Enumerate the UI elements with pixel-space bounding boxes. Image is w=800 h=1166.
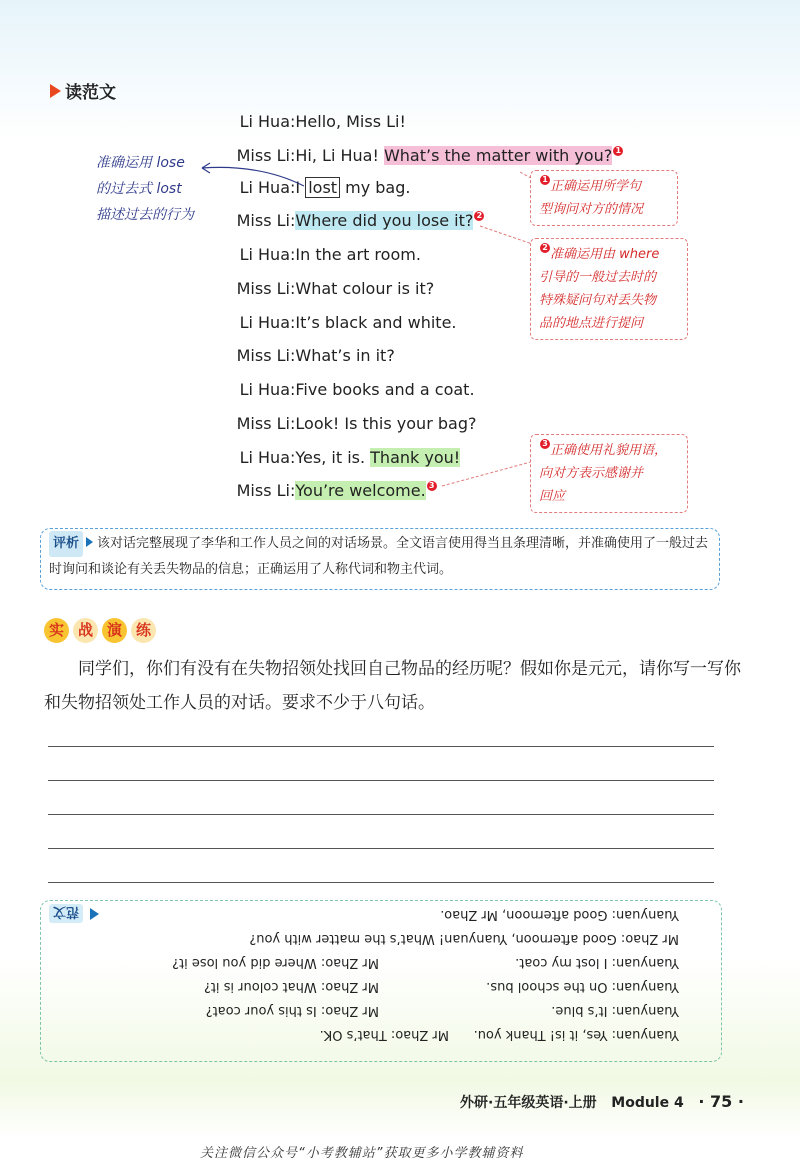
writing-line[interactable]: [48, 848, 714, 849]
note-arrow: [200, 160, 310, 192]
speaker: Li Hua: [239, 380, 290, 399]
speaker: Miss Li: [236, 481, 290, 500]
callout-connectors: [440, 160, 540, 500]
speaker: Li Hua: [239, 448, 290, 467]
highlighted-phrase: You’re welcome.: [295, 481, 426, 500]
triangle-icon: [50, 84, 61, 98]
speaker: Li Hua: [239, 313, 290, 332]
model-line: Mr Zhao: That’s OK.: [319, 1027, 449, 1042]
task-prompt: 同学们，你们有没有在失物招领处找回自己物品的经历呢？假如你是元元，请你写一写你和失物招领处工作人员的对话。要求不少于八句话。: [44, 659, 741, 713]
model-line: Yuanyuan: Yes, it is! Thank you.: [473, 1027, 679, 1042]
analysis-box: [40, 528, 720, 590]
speaker: Li Hua: [239, 245, 290, 264]
dialogue-line: Miss Li:You’re welcome. 3: [232, 481, 437, 500]
side-note: 准确运用 lose 的过去式 lost 描述过去的行为: [96, 155, 194, 223]
boxed-word: lost: [305, 177, 340, 198]
dialogue-text: Look! Is this your bag?: [295, 414, 477, 433]
dialogue-line: Miss Li:What colour is it?: [232, 279, 434, 298]
module-label: Module 4: [611, 1095, 684, 1111]
callout-2: 2 准确运用由 where 引导的一般过去时的 特殊疑问句对丢失物 品的地点进行提问: [530, 238, 688, 340]
dialogue-text: my bag.: [340, 178, 411, 197]
dialogue-text: Yes, it is.: [295, 448, 371, 467]
dialogue-line: Li Hua:Yes, it is. Thank you!: [232, 448, 460, 467]
model-line: Yuanyuan: Good afternoon, Mr Zhao.: [440, 907, 679, 922]
model-line: Mr Zhao: Where did you lose it?: [172, 955, 379, 970]
model-essay-box: [40, 900, 722, 1062]
marker-3: 3: [427, 481, 437, 491]
highlighted-phrase: Thank you!: [370, 448, 461, 467]
dialogue-line: Miss Li:Look! Is this your bag?: [232, 414, 476, 433]
marker-1: 1: [613, 146, 623, 156]
model-line: Yuanyuan: On the school bus.: [486, 979, 679, 994]
page-number: · 75 ·: [698, 1092, 744, 1111]
dialogue-text: What colour is it?: [295, 279, 435, 298]
writing-line[interactable]: [48, 882, 714, 883]
triangle-icon: [86, 537, 93, 547]
model-essay-rotated: [41, 901, 723, 1063]
analysis-tag: 评析: [49, 531, 83, 557]
dialogue-text: What’s in it?: [295, 346, 395, 365]
book-title: 外研·五年级英语·上册: [460, 1095, 597, 1111]
model-line: Yuanyuan: I lost my coat.: [515, 955, 679, 970]
analysis-text: 该对话完整展现了李华和工作人员之间的对话场景。全文语言使用得当且条理清晰，并准确使用了一般过去时询问和谈论有关丢失物品的信息；正确运用了人称代词和物主代词。: [49, 536, 709, 577]
writing-line[interactable]: [48, 814, 714, 815]
dialogue-text: It’s black and white.: [295, 313, 457, 332]
dialogue-line: Li Hua:It’s black and white.: [232, 313, 457, 332]
dialogue-line: Li Hua:Five books and a coat.: [232, 380, 475, 399]
dialogue-line: Li Hua:Hello, Miss Li!: [232, 112, 406, 131]
speaker: Li Hua: [239, 112, 290, 131]
writing-line[interactable]: [48, 780, 714, 781]
callout-3: 3 正确使用礼貌用语， 向对方表示感谢并 回应: [530, 434, 688, 513]
highlighted-question: What’s the matter with you?: [383, 146, 613, 165]
speaker: Miss Li: [236, 346, 290, 365]
model-line: Mr Zhao: Good afternoon, Yuanyuan! What’s the matter with you?: [249, 931, 679, 946]
page-footer: [460, 1092, 744, 1112]
speaker: Miss Li: [236, 211, 290, 230]
speaker: Li Hua: [239, 178, 290, 197]
marker-2: 2: [474, 211, 484, 221]
model-tag: 范文: [49, 904, 83, 923]
dialogue-text: Hi, Li Hua!: [295, 146, 384, 165]
highlighted-question: Where did you lose it?: [295, 211, 474, 230]
speaker: Miss Li: [236, 414, 290, 433]
dialogue-line: Li Hua:In the art room.: [232, 245, 421, 264]
dialogue-text: Five books and a coat.: [295, 380, 475, 399]
dialogue-line: Miss Li:Hi, Li Hua! What’s the matter with you? 1: [232, 146, 623, 165]
speaker: Miss Li: [236, 279, 290, 298]
speaker: Miss Li: [236, 146, 290, 165]
promo-note: 关注微信公众号“小考教辅站”获取更多小学教辅资料: [200, 1146, 524, 1161]
model-line: Yuanyuan: It’s blue.: [551, 1003, 679, 1018]
triangle-icon: [89, 908, 101, 920]
dialogue-line: Miss Li:Where did you lose it? 2: [232, 211, 484, 230]
writing-line[interactable]: [48, 746, 714, 747]
callout-1: 1 正确运用所学句 型询问对方的情况: [530, 170, 678, 226]
dialogue-text: In the art room.: [295, 245, 421, 264]
practice-title: 实 战 演 练: [44, 618, 156, 643]
dialogue-line: Li Hua:I lost my bag.: [232, 178, 410, 197]
model-line: Mr Zhao: What colour is it?: [203, 979, 379, 994]
dialogue-text: I: [295, 178, 306, 197]
model-line: Mr Zhao: Is this your coat?: [205, 1003, 379, 1018]
dialogue-line: Miss Li:What’s in it?: [232, 346, 395, 365]
dialogue-text: Hello, Miss Li!: [295, 112, 406, 131]
section-title: 读范文: [50, 78, 116, 103]
